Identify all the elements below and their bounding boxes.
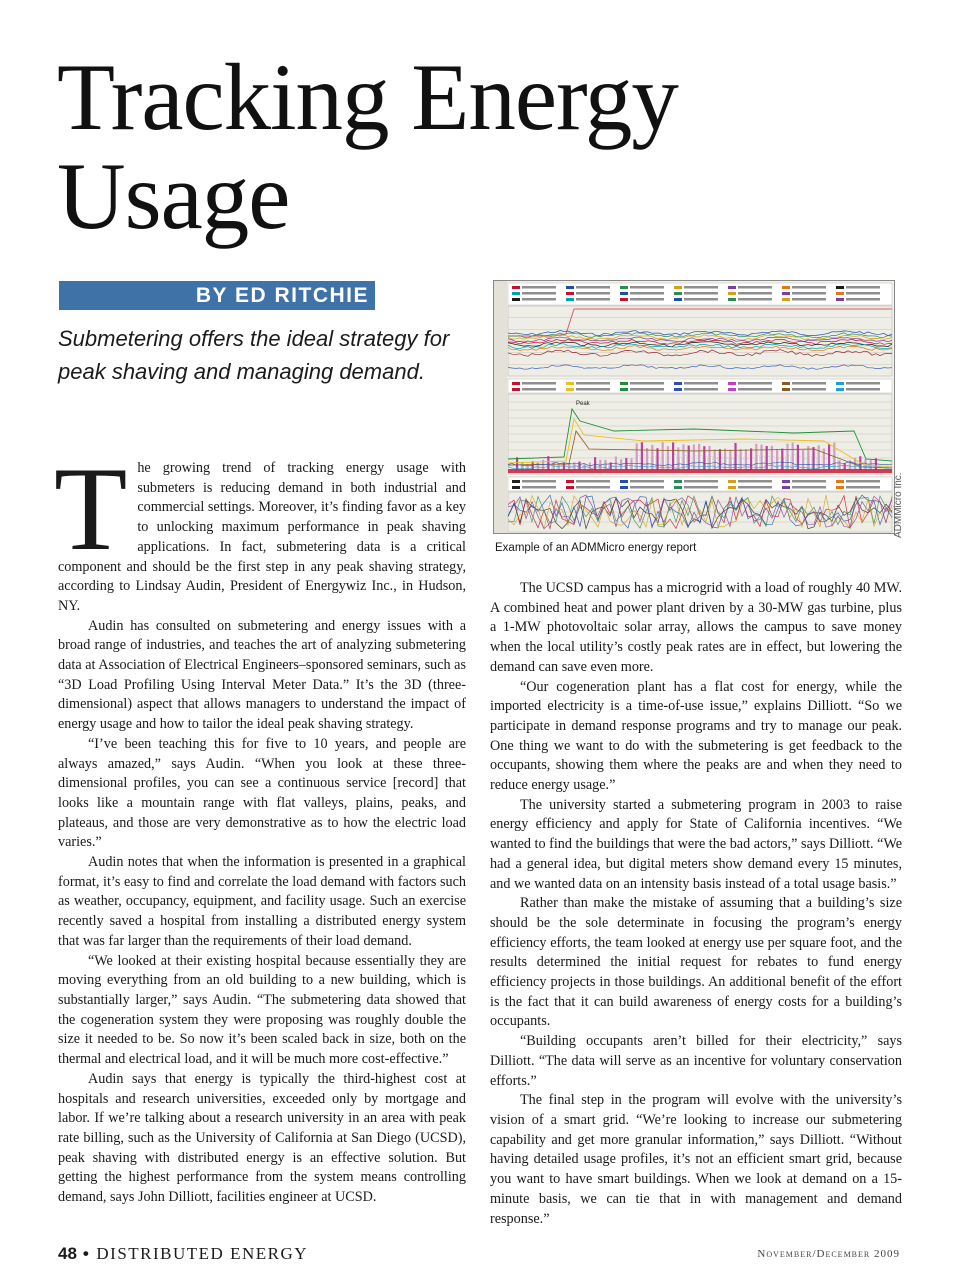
paragraph: The final step in the program will evolve with the university’s vision of a smart grid. “We’re looking to increase our submetering capability and get more granular information,” says Dilliott. “Without having detailed usage profiles, it’s not an efficient smart grid, because you want to have smart buildings. When we look at demand on a 15-minute basis, we can tie that in with management and demand response.” bbox=[490, 1092, 902, 1227]
body-column-left bbox=[54, 442, 466, 1208]
footer-bullet: • bbox=[82, 1244, 91, 1263]
page-number: 48 bbox=[58, 1244, 77, 1263]
paragraph: The UCSD campus has a microgrid with a load of roughly 40 MW. A combined heat and power plant driven by a 30-MW gas turbine, plus a 1-MW photovoltaic solar array, allows the campus to save money when the local utility’s costly peak rates are in effect, but lowering the demand can save even more. bbox=[490, 580, 902, 675]
issue-date: November/December 2009 bbox=[757, 1248, 900, 1260]
paragraph: Audin notes that when the information is presented in a graphical format, it’s easy to find and correlate the load demand with factors such as weather, occupancy, equipment, and facility usage. Such an exercise recently saved a hospital from installing a distributed energy system that was far larger than the requirements of their load demand. bbox=[58, 854, 466, 949]
paragraph: “Our cogeneration plant has a flat cost for energy, while the imported electricity is a time-of-use issue,” explains Dilliott. “So we participate in demand response programs and try to manage our peak. One thing we want to do with the submetering is get feedback to the occupants, showing them where the peaks are and when they need to reduce energy usage.” bbox=[490, 678, 902, 794]
paragraph: Rather than make the mistake of assuming that a building’s size should be the sole determinate in focusing the program’s energy efficiency efforts, the team looked at energy use per square foot, and the results determined the initial request for rebates to fund energy efficiency projects in those buildings. An additional benefit of the effort is the fact that it can build awareness of energy costs for a building’s occupants. bbox=[490, 895, 902, 1030]
peak-label: Peak bbox=[576, 401, 590, 407]
footer-folio bbox=[58, 1244, 308, 1264]
article-title bbox=[57, 44, 678, 249]
paragraph: “Building occupants aren’t billed for their electricity,” says Dilliott. “The data will serve as an incentive for voluntary conservation efforts.” bbox=[490, 1033, 902, 1089]
paragraph: “We looked at their existing hospital because essentially they are moving everything from an old building to a new building, which is substantially larger,” says Audin. “The submetering data showed that the cogeneration system they were proposing was roughly double the size it needed to be. So now it’s been scaled back in size, both on the thermal and electrical load, and it will be much more cost-effective.” bbox=[58, 952, 466, 1068]
drop-cap: T bbox=[54, 442, 128, 575]
figure-caption: Example of an ADMMicro energy report bbox=[495, 542, 697, 554]
figure-credit: ADMMicro Inc. bbox=[893, 472, 904, 538]
paragraph: Audin says that energy is typically the third-highest cost at hospitals and research universities, exceeded only by mortgage and labor. If we’re talking about a research university in an area with peak rate billing, such as the University of California at San Diego (UCSD), peak shaving with distributed energy is an effective solution. But getting the highest performance from the system means controlling demand, says John Dilliott, facilities engineer at UCSD. bbox=[58, 1070, 466, 1206]
title-line-2: Usage bbox=[57, 143, 290, 249]
paragraph: “I’ve been teaching this for five to 10 years, and people are always amazed,” says Audin. “When you look at these three-dimensional profiles, you can see a continuous service [record] that looks like a mountain range with flat valleys, plains, peaks, and plateaus, and those are very demonstrative as to how the electric load varies.” bbox=[58, 735, 466, 851]
paragraph: he growing trend of tracking energy usage with submeters is reducing demand in both industrial and commercial settings. Moreover, it’s finding favor as a key to unlocking maximum performance in peak shaving applications. In fact, submetering data is a critical component and should be the first step in any peak shaving strategy, according to Lindsay Audin, President of Energywiz Inc., in Hudson, NY. bbox=[58, 460, 466, 614]
legend-rows-top bbox=[512, 286, 880, 301]
energy-report-chart-image bbox=[494, 281, 894, 533]
paragraph: The university started a submetering program in 2003 to raise energy efficiency and apply for State of California incentives. “We wanted to find the buildings that were the bad actors,” says Dilliott. “We had a general idea, but digital meters show demand every 15 minutes, and we wanted data on an intensity basis instead of a total usage basis.” bbox=[490, 796, 902, 892]
energy-report-figure bbox=[493, 280, 895, 534]
byline-banner: BY ED RITCHIE bbox=[59, 281, 375, 310]
article-deck: Submetering offers the ideal strategy for peak shaving and managing demand. bbox=[58, 326, 450, 384]
magazine-name: DISTRIBUTED ENERGY bbox=[96, 1244, 309, 1263]
body-column-right bbox=[490, 579, 902, 1229]
title-line-1: Tracking Energy bbox=[57, 44, 678, 150]
paragraph: Audin has consulted on submetering and energy issues with a broad range of industries, and teaches the art of analyzing submetering data at Association of Electrical Engineers–sponsored seminars, such as “3D Load Profiling Using Interval Meter Data.” It’s the 3D (three-dimensional) aspect that allows managers to understand the impact of energy usage and how to tailor the ideal peak shaving strategy. bbox=[58, 617, 466, 733]
